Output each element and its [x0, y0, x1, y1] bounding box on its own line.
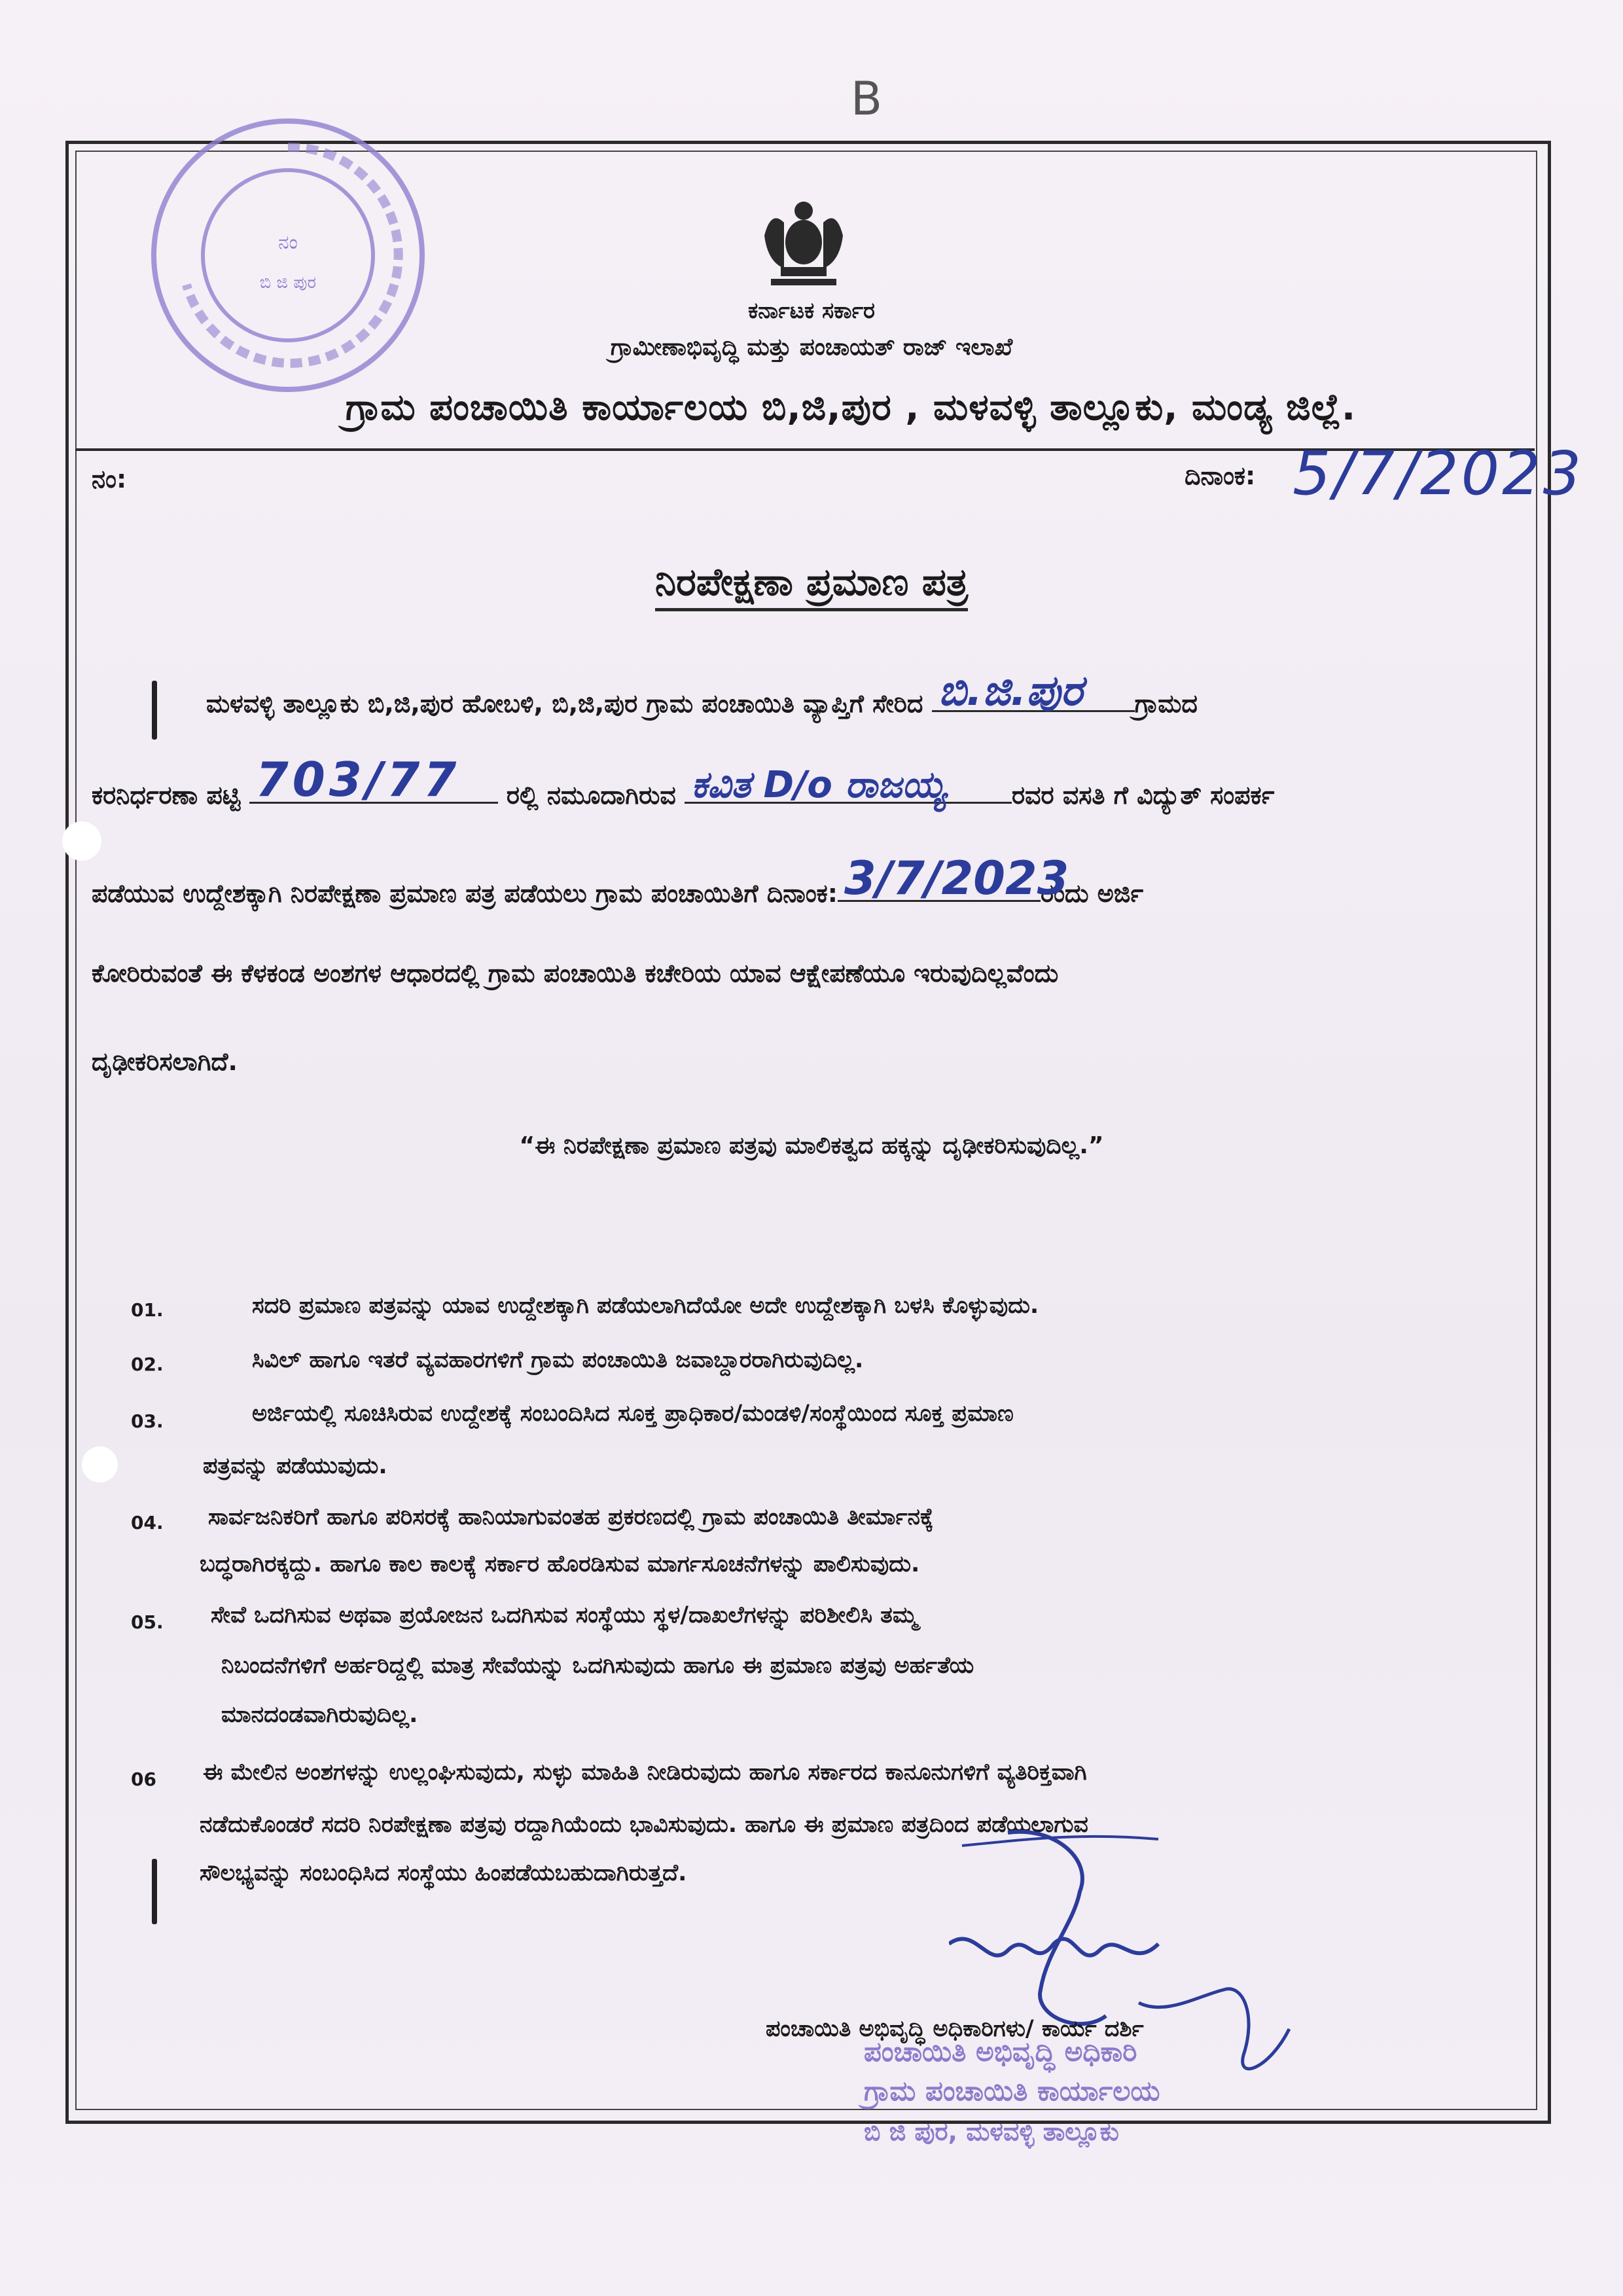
condition-line: ಅರ್ಜಿಯಲ್ಲಿ ಸೂಚಿಸಿರುವ ಉದ್ದೇಶಕ್ಕೆ ಸಂಬಂದಿಸಿದ ಸೂಕ್ತ ಪ್ರಾಧಿಕಾರ/ಮಂಡಳಿ/ಸಂಸ್ಥೆಯಿಂದ ಸೂಕ್ತ ಪ್ರಮಾಣ: [252, 1401, 1014, 1427]
body-line-3: [92, 852, 1144, 908]
body-line-3-end: ರಂದು ಅರ್ಜಿ: [1040, 879, 1144, 908]
body-line-1-text: ಮಳವಳ್ಳಿ ತಾಲ್ಲೂಕು ಬಿ,ಜಿ,ಪುರ ಹೋಬಳಿ, ಬಿ,ಜಿ,ಪುರ ಗ್ರಾಮ ಪಂಚಾಯಿತಿ ವ್ಯಾಪ್ತಿಗೆ ಸೇರಿದ: [206, 689, 923, 718]
condition-line: ನಿಬಂದನೆಗಳಿಗೆ ಅರ್ಹರಿದ್ದಲ್ಲಿ ಮಾತ್ರ ಸೇವೆಯನ್ನು ಒದಗಿಸುವುದು ಹಾಗೂ ಈ ಪ್ರಮಾಣ ಪತ್ರವು ಅರ್ಹತೆಯ: [221, 1653, 974, 1679]
margin-tick: [152, 681, 157, 740]
reference-number-label: ನಂ:: [92, 465, 127, 493]
condition-number: 06: [131, 1768, 156, 1790]
officer-stamp: [851, 2036, 1322, 2166]
condition-number: 02.: [131, 1354, 164, 1375]
condition-line: ಸಿವಿಲ್ ಹಾಗೂ ಇತರೆ ವ್ಯವಹಾರಗಳಿಗೆ ಗ್ರಾಮ ಪಂಚಾಯಿತಿ ಜವಾಬ್ದಾರರಾಗಿರುವುದಿಲ್ಲ.: [252, 1347, 864, 1373]
body-line-2-start: ಕರನಿರ್ಧರಣಾ ಪಟ್ಟಿ: [92, 781, 241, 810]
name-handwritten: ಕವಿತ D/o ರಾಜಯ್ಯ: [690, 764, 947, 806]
condition-line: ಸೇವೆ ಒದಗಿಸುವ ಅಥವಾ ಪ್ರಯೋಜನ ಒದಗಿಸುವ ಸಂಸ್ಥೆಯು ಸ್ಥಳ/ದಾಖಲೆಗಳನ್ನು ಪರಿಶೀಲಿಸಿ ತಮ್ಮ: [211, 1602, 918, 1628]
name-blank: [685, 764, 1012, 806]
body-line-1-end: ಗ್ರಾಮದ: [1134, 689, 1198, 718]
body-line-1: [206, 667, 1198, 719]
department-name: ಗ್ರಾಮೀಣಾಭಿವೃದ್ಧಿ ಮತ್ತು ಪಂಚಾಯತ್ ರಾಜ್ ಇಲಾಖೆ: [610, 334, 1013, 361]
disclaimer-note: “ಈ ನಿರಪೇಕ್ಷಣಾ ಪ್ರಮಾಣ ಪತ್ರವು ಮಾಲಿಕತ್ವದ ಹಕ್ಕನ್ನು ದೃಢೀಕರಿಸುವುದಿಲ್ಲ.”: [519, 1132, 1104, 1159]
condition-line: ಬದ್ಧರಾಗಿರಕ್ಕದ್ದು. ಹಾಗೂ ಕಾಲ ಕಾಲಕ್ಕೆ ಸರ್ಕಾರ ಹೊರಡಿಸುವ ಮಾರ್ಗಸೂಚನೆಗಳನ್ನು ಪಾಲಿಸುವುದು.: [200, 1551, 920, 1577]
condition-line: ಪತ್ರವನ್ನು ಪಡೆಯುವುದು.: [203, 1453, 387, 1479]
village-handwritten: ಬಿ.ಜಿ.ಪುರ: [938, 667, 1083, 715]
condition-line: ಸದರಿ ಪ್ರಮಾಣ ಪತ್ರವನ್ನು ಯಾವ ಉದ್ದೇಶಕ್ಕಾಗಿ ಪಡೆಯಲಾಗಿದೆಯೋ ಅದೇ ಉದ್ದೇಶಕ್ಕಾಗಿ ಬಳಸಿ ಕೊಳ್ಳುವುದು.: [252, 1293, 1039, 1319]
document-title: [0, 560, 1623, 605]
condition-line: ಈ ಮೇಲಿನ ಅಂಶಗಳನ್ನು ಉಲ್ಲಂಘಿಸುವುದು, ಸುಳ್ಳು ಮಾಹಿತಿ ನೀಡಿರುವುದು ಹಾಗೂ ಸರ್ಕಾರದ ಕಾನೂನುಗಳಿಗೆ ವ್ಯತಿರಿಕ್ತವಾಗಿ: [203, 1759, 1087, 1785]
body-line-5: ದೃಢೀಕರಿಸಲಾಗಿದೆ.: [92, 1047, 238, 1076]
punch-hole: [82, 1446, 118, 1482]
body-line-4: ಕೋರಿರುವಂತೆ ಈ ಕೆಳಕಂಡ ಅಂಶಗಳ ಆಧಾರದಲ್ಲಿ ಗ್ರಾಮ ಪಂಚಾಯಿತಿ ಕಚೇರಿಯ ಯಾವ ಆಕ್ಷೇಪಣೆಯೂ ಇರುವುದಿಲ್ಲವೆಂದು: [92, 959, 1059, 988]
svg-text:ಬಿ ಜಿ ಪುರ: ಬಿ ಜಿ ಪುರ: [259, 273, 317, 293]
condition-number: 01.: [131, 1299, 164, 1321]
body-line-2-mid: ರಲ್ಲಿ ನಮೂದಾಗಿರುವ: [506, 781, 676, 810]
application-date-blank: [838, 852, 1069, 905]
assessment-blank: [249, 752, 498, 807]
condition-line: ಸಾರ್ವಜನಿಕರಿಗೆ ಹಾಗೂ ಪರಿಸರಕ್ಕೆ ಹಾನಿಯಾಗುವಂತಹ ಪ್ರಕರಣದಲ್ಲಿ ಗ್ರಾಮ ಪಂಚಾಯಿತಿ ತೀರ್ಮಾನಕ್ಕೆ: [208, 1504, 934, 1530]
stamp-line-1: ಪಂಚಾಯಿತಿ ಅಭಿವೃದ್ಧಿ ಅಧಿಕಾರಿ: [864, 2036, 1137, 2068]
condition-line: ಮಾನದಂಡವಾಗಿರುವುದಿಲ್ಲ.: [221, 1702, 418, 1728]
handwritten-date: 5/7/2023: [1293, 439, 1584, 509]
office-name: ಗ್ರಾಮ ಪಂಚಾಯಿತಿ ಕಾರ್ಯಾಲಯ ಬಿ,ಜಿ,ಪುರ , ಮಳವಳ್ಳಿ ತಾಲ್ಲೂಕು, ಮಂಡ್ಯ ಜಿಲ್ಲೆ.: [345, 386, 1357, 429]
corner-mark: B: [851, 72, 883, 126]
condition-number: 03.: [131, 1410, 164, 1432]
village-blank: [932, 667, 1135, 715]
condition-line: ನಡೆದುಕೊಂಡರೆ ಸದರಿ ನಿರಪೇಕ್ಷಣಾ ಪತ್ರವು ರದ್ದಾಗಿಯೆಂದು ಭಾವಿಸುವುದು. ಹಾಗೂ ಈ ಪ್ರಮಾಣ ಪತ್ರದಿಂದ ಪಡೆಯಲಾಗುವ: [200, 1812, 1088, 1838]
body-line-3-start: ಪಡೆಯುವ ಉದ್ದೇಶಕ್ಕಾಗಿ ನಿರಪೇಕ್ಷಣಾ ಪ್ರಮಾಣ ಪತ್ರ ಪಡೆಯಲು ಗ್ರಾಮ ಪಂಚಾಯಿತಿಗೆ ದಿನಾಂಕ:: [92, 879, 838, 908]
state-emblem-icon: [745, 196, 863, 295]
signatory-designation: ಪಂಚಾಯಿತಿ ಅಭಿವೃದ್ಧಿ ಅಧಿಕಾರಿಗಳು/ ಕಾರ್ಯ ದರ್ಶಿ: [766, 2016, 1144, 2042]
body-line-2: [92, 752, 1275, 810]
svg-text:ನಂ: ನಂ: [278, 231, 298, 254]
body-line-2-end: ರವರ ವಸತಿ ಗೆ ವಿದ್ಯುತ್ ಸಂಪರ್ಕ: [1011, 781, 1275, 810]
assessment-handwritten: 703/77: [255, 752, 461, 807]
margin-tick: [152, 1859, 157, 1924]
application-date-handwritten: 3/7/2023: [844, 852, 1069, 905]
document-title-text: ನಿರಪೇಕ್ಷಣಾ ಪ್ರಮಾಣ ಪತ್ರ: [655, 560, 968, 611]
date-label: ದಿನಾಂಕ:: [1185, 461, 1256, 490]
stamp-line-2: ಗ್ರಾಮ ಪಂಚಾಯಿತಿ ಕಾರ್ಯಾಲಯ: [864, 2075, 1160, 2107]
stamp-line-3: ಬಿ ಜಿ ಪುರ, ಮಳವಳ್ಳಿ ತಾಲ್ಲೂಕು: [864, 2117, 1119, 2146]
government-name: ಕರ್ನಾಟಕ ಸರ್ಕಾರ: [747, 298, 876, 324]
condition-number: 05.: [131, 1611, 164, 1633]
punch-hole: [62, 821, 101, 861]
condition-line: ಸೌಲಭ್ಯವನ್ನು ಸಂಬಂಧಿಸಿದ ಸಂಸ್ಥೆಯು ಹಿಂಪಡೆಯಬಹುದಾಗಿರುತ್ತದೆ.: [200, 1860, 687, 1886]
condition-number: 04.: [131, 1512, 164, 1534]
